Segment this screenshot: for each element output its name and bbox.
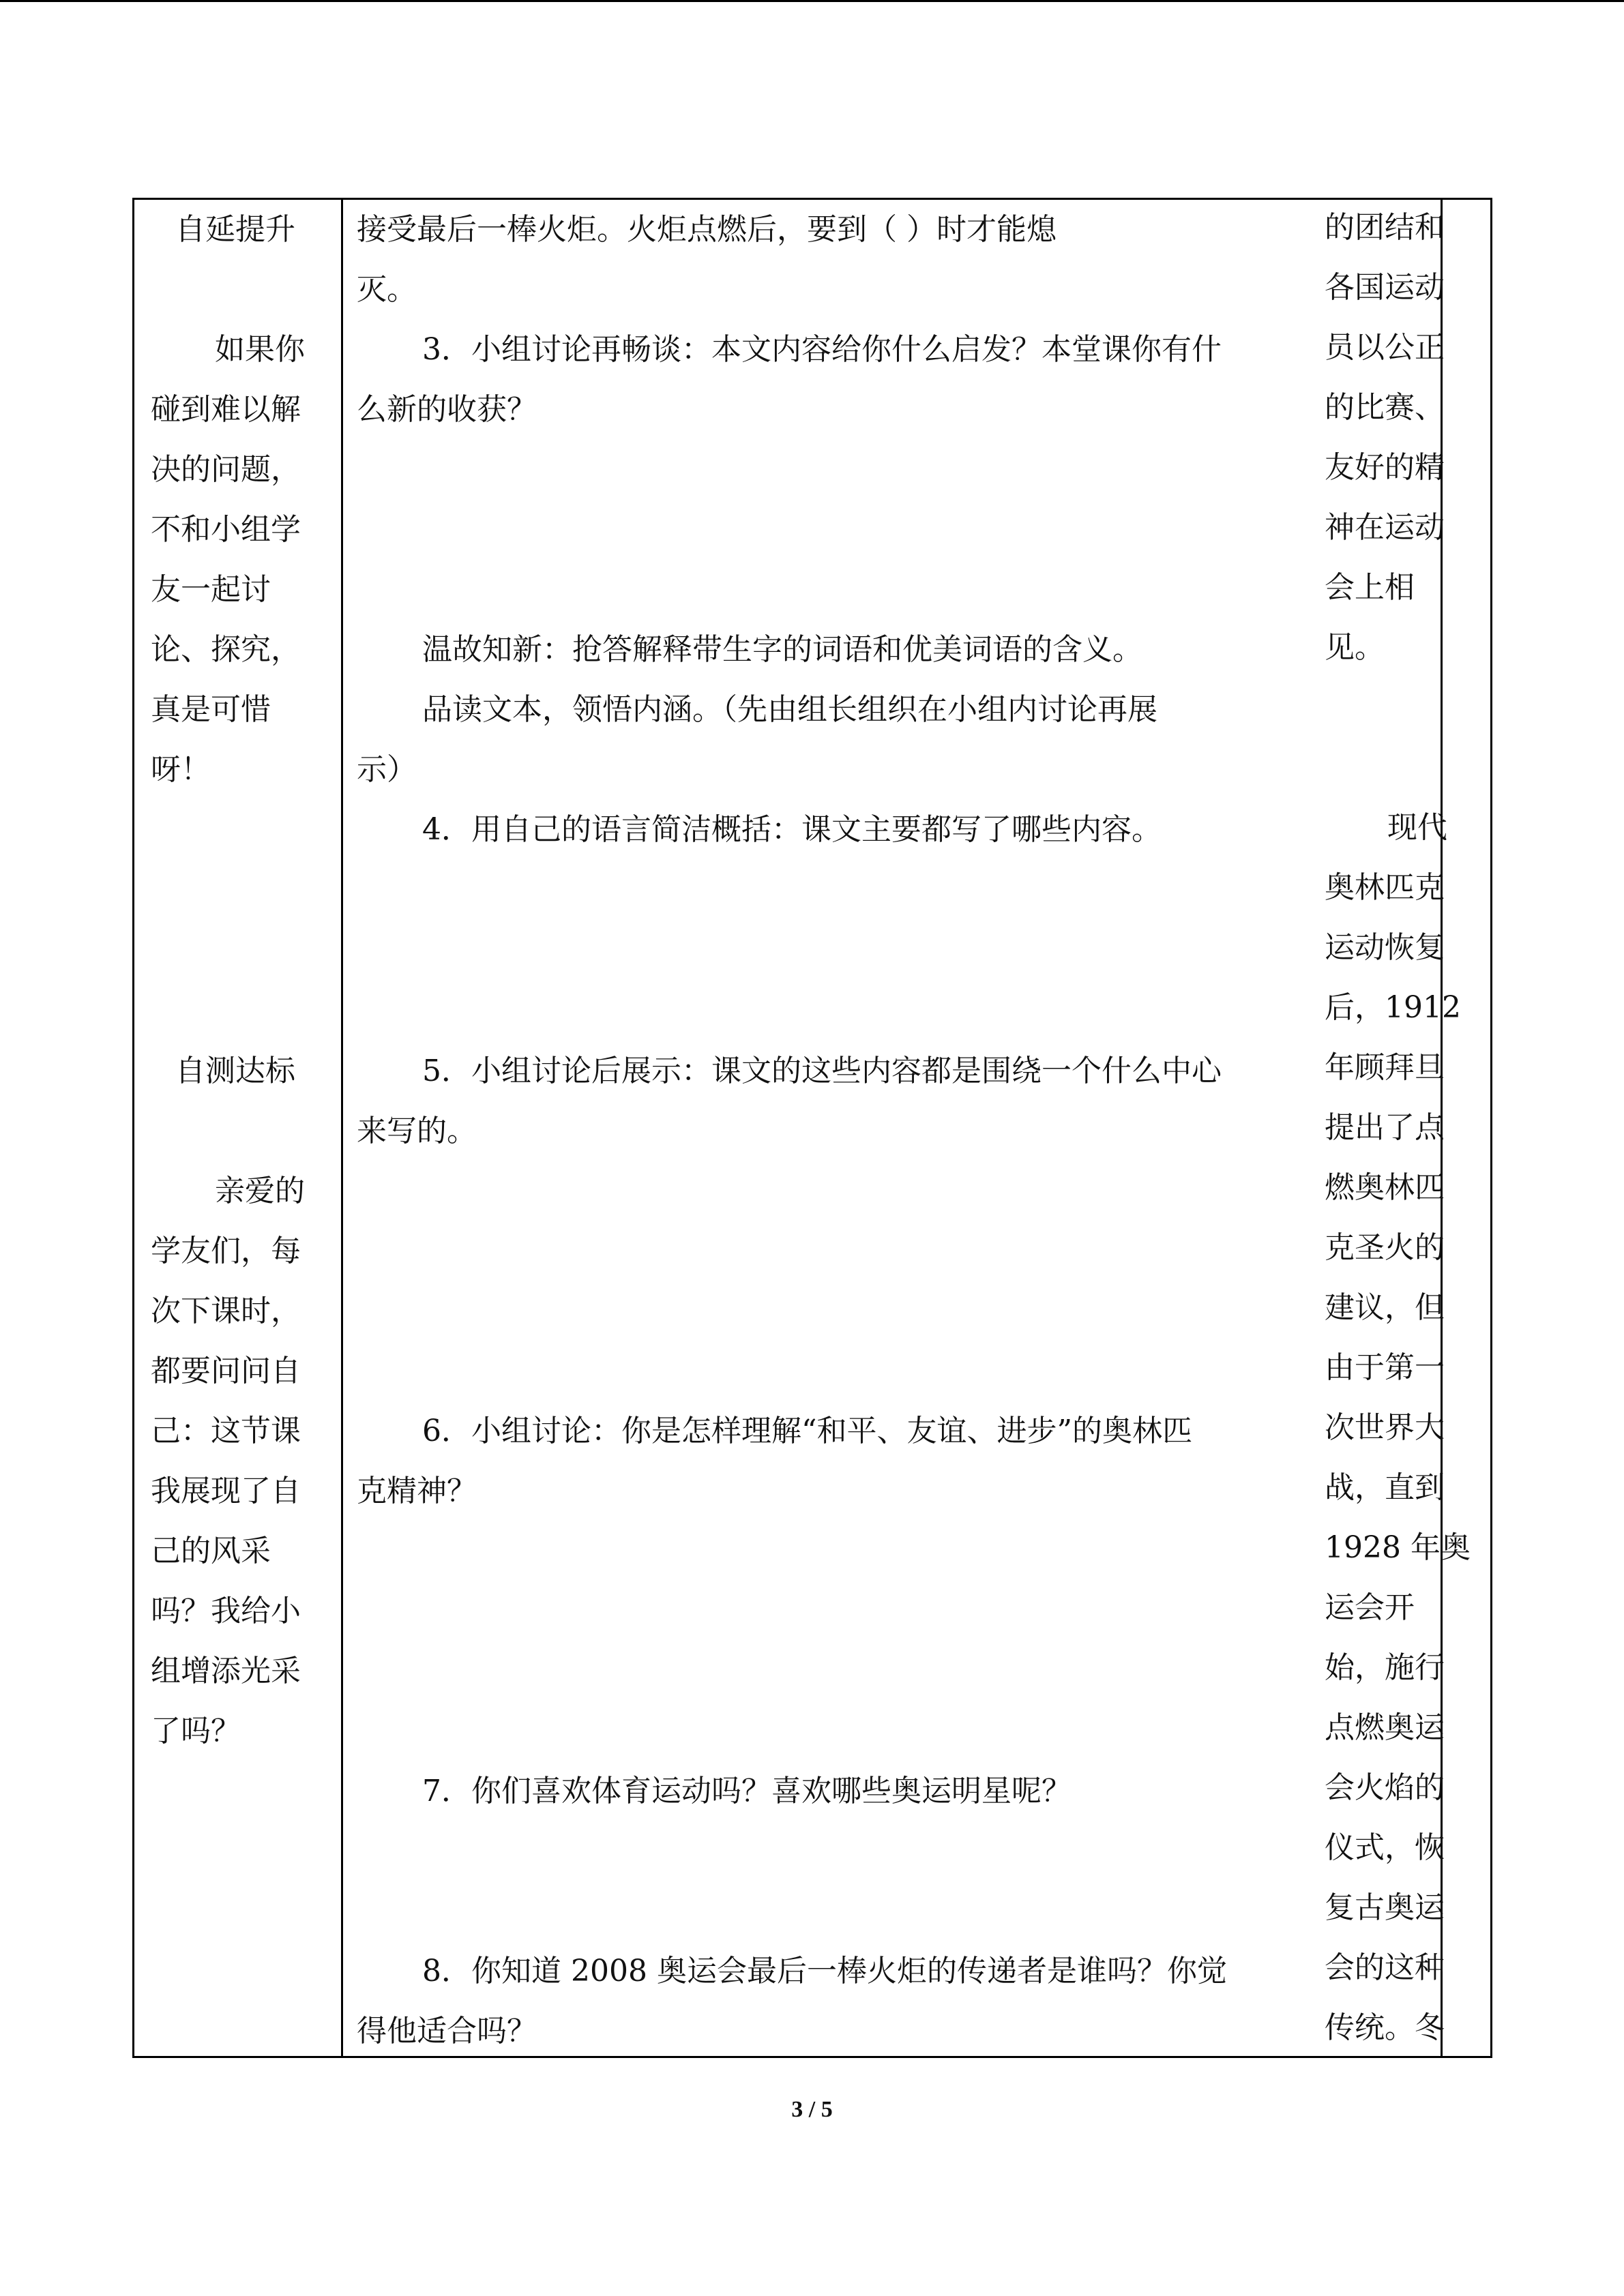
left-note-line: 学友们，每 (151, 1234, 301, 1268)
left-note-line: 亲爱的 (215, 1174, 305, 1208)
section-title-self-extension: 自延提升 (175, 212, 295, 247)
left-note-line: 组增添光采 (151, 1654, 301, 1688)
main-column (343, 200, 1443, 2056)
question-8-continued: 得他适合吗？ (357, 2014, 537, 2048)
right-column (1443, 200, 1490, 2056)
right-note-line: 员以公正 (1325, 330, 1445, 365)
right-note-line: 复古奥运 (1325, 1890, 1445, 1925)
right-note-line: 克圣火的 (1325, 1230, 1445, 1265)
right-note-line: 见。 (1325, 630, 1385, 665)
section-title-self-test: 自测达标 (175, 1054, 295, 1088)
right-note-line: 各国运动 (1325, 270, 1445, 305)
carryover-line: 接受最后一棒火炬。火炬点燃后，要到（ ）时才能熄 (357, 212, 1057, 247)
left-note-line: 我展现了自 (151, 1474, 301, 1508)
right-note-line: 会的这种 (1325, 1950, 1445, 1985)
left-note-line: 真是可惜 (151, 692, 271, 727)
right-note-line: 运动恢复 (1325, 930, 1445, 965)
right-note-line: 奥林匹克 (1325, 870, 1445, 905)
left-note-line: 碰到难以解 (151, 392, 301, 427)
left-note-line: 己：这节课 (151, 1414, 301, 1448)
right-note-line: 提出了点 (1325, 1110, 1445, 1145)
question-8: 8．你知道 2008 奥运会最后一棒火炬的传递者是谁吗？你觉 (422, 1954, 1227, 1988)
right-note-line: 会上相 (1325, 570, 1415, 605)
question-3-continued: 么新的收获？ (357, 392, 537, 427)
right-note-line: 战，直到 (1325, 1470, 1445, 1505)
question-7: 7．你们喜欢体育运动吗？喜欢哪些奥运明星呢？ (422, 1774, 1072, 1808)
left-note-line: 不和小组学 (151, 512, 301, 547)
page-number: 3 / 5 (791, 2097, 833, 2122)
right-note-line: 始，施行 (1325, 1650, 1445, 1685)
reading-instruction-continued: 示） (357, 752, 417, 787)
lesson-table (132, 198, 1492, 2058)
left-note-line: 友一起讨 (151, 572, 271, 607)
right-note-line: 神在运动 (1325, 510, 1445, 545)
carryover-line: 灭。 (357, 272, 417, 307)
right-note-line: 的团结和 (1325, 210, 1445, 245)
question-5-continued: 来写的。 (357, 1114, 477, 1148)
reading-instruction: 品读文本，领悟内涵。（先由组长组织在小组内讨论再展 (422, 692, 1157, 727)
right-note-line: 年顾拜旦 (1325, 1050, 1445, 1085)
left-note-line: 呀！ (151, 752, 211, 787)
right-note-line: 会火焰的 (1325, 1770, 1445, 1805)
right-note-line: 1928 年奥 (1325, 1530, 1471, 1565)
left-note-line: 论、探究， (151, 632, 301, 667)
left-note-line: 都要问问自 (151, 1354, 301, 1388)
question-3: 3．小组讨论再畅谈：本文内容给你什么启发？本堂课你有什 (422, 332, 1222, 367)
left-note-line: 次下课时， (151, 1294, 301, 1328)
left-note-line: 了吗？ (151, 1714, 241, 1748)
right-note-line: 运会开 (1325, 1590, 1415, 1625)
question-6-continued: 克精神？ (357, 1474, 477, 1508)
right-note-line: 现代 (1387, 810, 1447, 845)
left-note-line: 吗？我给小 (151, 1594, 301, 1628)
left-note-line: 决的问题， (151, 452, 301, 487)
right-note-line: 的比赛、 (1325, 390, 1445, 425)
right-note-line: 建议，但 (1325, 1290, 1445, 1325)
left-note-line: 如果你 (215, 332, 305, 367)
top-border-line (0, 0, 1624, 2)
right-note-line: 仪式，恢 (1325, 1830, 1445, 1865)
right-note-line: 由于第一 (1325, 1350, 1445, 1385)
left-note-line: 己的风采 (151, 1534, 271, 1568)
question-4: 4．用自己的语言简洁概括：课文主要都写了哪些内容。 (422, 812, 1162, 847)
right-note-line: 传统。冬 (1325, 2010, 1445, 2045)
left-column (134, 200, 343, 2056)
right-note-line: 次世界大 (1325, 1410, 1445, 1445)
question-6: 6．小组讨论：你是怎样理解“和平、友谊、进步”的奥林匹 (422, 1414, 1192, 1448)
question-5: 5．小组讨论后展示：课文的这些内容都是围绕一个什么中心 (422, 1054, 1222, 1088)
right-note-line: 后，1912 (1325, 990, 1461, 1025)
right-note-line: 点燃奥运 (1325, 1710, 1445, 1745)
right-note-line: 友好的精 (1325, 450, 1445, 485)
right-note-line: 燃奥林匹 (1325, 1170, 1445, 1205)
review-instruction: 温故知新：抢答解释带生字的词语和优美词语的含义。 (422, 632, 1142, 667)
